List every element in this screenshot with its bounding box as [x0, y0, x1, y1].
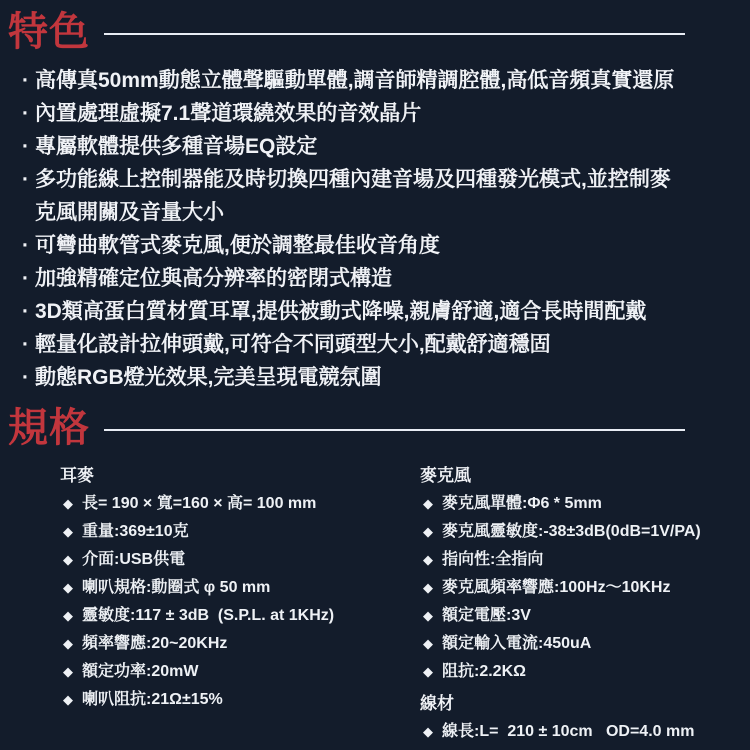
spec-column-mic-cable: [420, 462, 750, 746]
feature-item: [22, 163, 690, 229]
spec-group-name: 耳麥: [60, 466, 94, 485]
diamond-bullet-icon: ◆: [63, 636, 73, 651]
spec-item: [60, 574, 420, 602]
spec-text: 靈敏度:117 ± 3dB (S.P.L. at 1KHz): [82, 607, 335, 624]
spec-item: [420, 718, 740, 746]
spec-item: [60, 546, 420, 574]
spec-item: [420, 490, 740, 518]
bullet-dot-icon: ·: [22, 135, 29, 158]
spec-item: [60, 658, 420, 686]
feature-text: 內置處理虛擬7.1聲道環繞效果的音效晶片: [35, 102, 422, 125]
spec-text: 介面:USB供電: [82, 551, 186, 568]
spec-text: 額定輸入電流:450uA: [442, 635, 592, 652]
feature-text: 可彎曲軟管式麥克風,便於調整最佳收音角度: [35, 234, 440, 257]
spec-text: 指向性:全指向: [442, 551, 544, 568]
feature-text: 加強精確定位與高分辨率的密閉式構造: [35, 267, 392, 290]
spec-group: [420, 690, 740, 746]
diamond-bullet-icon: ◆: [423, 524, 433, 539]
diamond-bullet-icon: ◆: [63, 608, 73, 623]
feature-item: [22, 64, 690, 97]
spec-text: 阻抗:2.2KΩ: [442, 663, 526, 680]
spec-text: 線長:L= 210 ± 10cm OD=4.0 mm: [442, 723, 695, 740]
spec-item: [420, 602, 740, 630]
spec-item: [420, 546, 740, 574]
spec-text: 額定功率:20mW: [82, 663, 199, 680]
feature-item: [22, 295, 690, 328]
spec-text: 額定電壓:3V: [442, 607, 531, 624]
spec-group-name: 線材: [420, 694, 454, 713]
bullet-dot-icon: ·: [22, 300, 29, 323]
spec-text: 麥克風單體:Φ6 * 5mm: [442, 495, 602, 512]
diamond-bullet-icon: ◆: [63, 580, 73, 595]
features-section-header: [0, 0, 750, 58]
spec-item: [60, 630, 420, 658]
specs-title: 規格: [8, 406, 90, 450]
feature-item: [22, 130, 690, 163]
spec-item: [420, 630, 740, 658]
feature-text: 動態RGB燈光效果,完美呈現電競氛圍: [35, 366, 382, 389]
feature-item: [22, 361, 690, 394]
spec-text: 麥克風靈敏度:-38±3dB(0dB=1V/PA): [442, 523, 701, 540]
feature-item: [22, 229, 690, 262]
bullet-dot-icon: ·: [22, 102, 29, 125]
spec-text: 喇叭阻抗:21Ω±15%: [82, 691, 223, 708]
diamond-bullet-icon: ◆: [63, 552, 73, 567]
specs-section-header: [0, 398, 750, 454]
feature-text: 3D類高蛋白質材質耳罩,提供被動式降噪,親膚舒適,適合長時間配戴: [35, 300, 647, 323]
feature-text: 專屬軟體提供多種音場EQ設定: [35, 135, 318, 158]
spec-item: [420, 518, 740, 546]
spec-item: [60, 490, 420, 518]
bullet-dot-icon: ·: [22, 366, 29, 389]
diamond-bullet-icon: ◆: [423, 580, 433, 595]
spec-group: [420, 462, 740, 686]
bullet-dot-icon: ·: [22, 168, 29, 191]
feature-text: 多功能線上控制器能及時切換四種內建音場及四種發光模式,並控制麥克風開關及音量大小: [35, 168, 671, 224]
spec-group-name: 麥克風: [420, 466, 471, 485]
spec-columns: [0, 454, 750, 746]
feature-list: [22, 64, 690, 394]
spec-item: [60, 602, 420, 630]
bullet-dot-icon: ·: [22, 333, 29, 356]
spec-text: 麥克風頻率響應:100Hz～10KHz: [442, 579, 671, 596]
spec-item: [420, 574, 740, 602]
spec-item: [420, 658, 740, 686]
spec-column-headset: [60, 462, 420, 746]
spec-group: [60, 462, 420, 714]
bullet-dot-icon: ·: [22, 267, 29, 290]
diamond-bullet-icon: ◆: [423, 608, 433, 623]
diamond-bullet-icon: ◆: [63, 524, 73, 539]
spec-item: [60, 518, 420, 546]
spec-text: 頻率響應:20~20KHz: [82, 635, 228, 652]
spec-item: [60, 686, 420, 714]
feature-item: [22, 328, 690, 361]
spec-text: 喇叭規格:動圈式 φ 50 mm: [82, 579, 271, 596]
diamond-bullet-icon: ◆: [423, 636, 433, 651]
feature-text: 輕量化設計拉伸頭戴,可符合不同頭型大小,配戴舒適穩固: [35, 333, 551, 356]
feature-item: [22, 262, 690, 295]
diamond-bullet-icon: ◆: [423, 496, 433, 511]
bullet-dot-icon: ·: [22, 234, 29, 257]
spec-text: 長= 190 × 寬=160 × 高= 100 mm: [82, 495, 317, 512]
diamond-bullet-icon: ◆: [63, 496, 73, 511]
spec-text: 重量:369±10克: [82, 523, 189, 540]
feature-text: 高傳真50mm動態立體聲驅動單體,調音師精調腔體,高低音頻真實還原: [35, 69, 675, 92]
diamond-bullet-icon: ◆: [423, 664, 433, 679]
features-title: 特色: [8, 10, 90, 54]
specs-title-rule: [104, 429, 685, 431]
feature-item: [22, 97, 690, 130]
features-title-rule: [104, 33, 685, 35]
diamond-bullet-icon: ◆: [423, 552, 433, 567]
diamond-bullet-icon: ◆: [63, 664, 73, 679]
diamond-bullet-icon: ◆: [423, 724, 433, 739]
diamond-bullet-icon: ◆: [63, 692, 73, 707]
bullet-dot-icon: ·: [22, 69, 29, 92]
